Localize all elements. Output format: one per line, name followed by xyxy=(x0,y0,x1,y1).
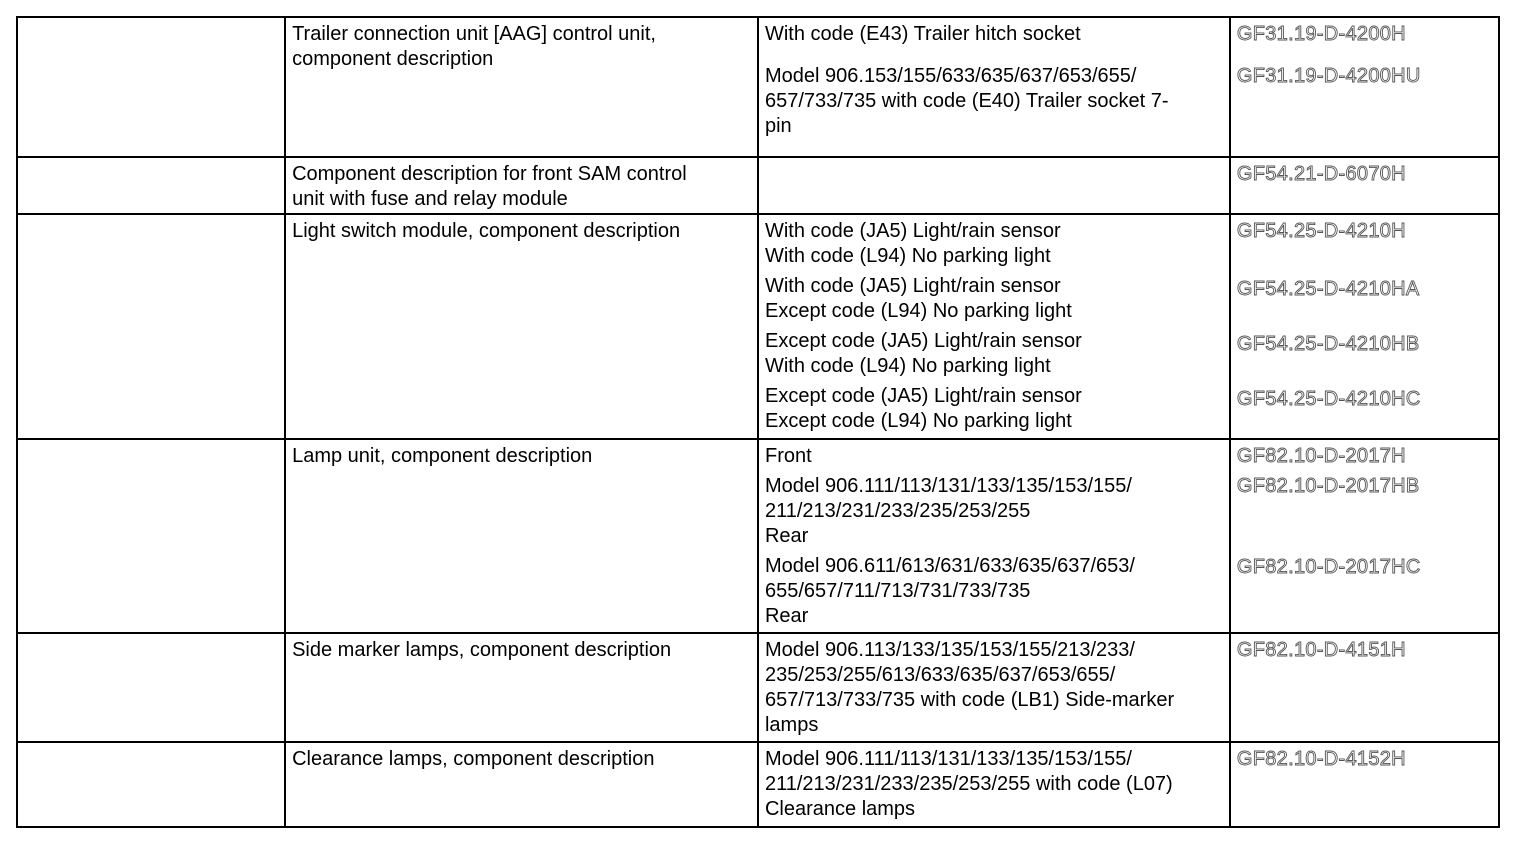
component-cell xyxy=(285,214,758,439)
condition-cell xyxy=(758,633,1230,742)
document-code: GF82.10-D-4151H xyxy=(1236,639,1406,661)
document-code: GF54.25-D-4210HB xyxy=(1236,333,1420,355)
blank-cell xyxy=(17,439,285,633)
condition-text: With code (JA5) Light/rain sensor Except code (L94) No parking light xyxy=(764,275,1072,322)
blank-cell xyxy=(17,633,285,742)
component-name: Clearance lamps, component description xyxy=(292,748,655,770)
condition-text: Except code (JA5) Light/rain sensor Except code (L94) No parking light xyxy=(764,385,1082,432)
document-code-cell xyxy=(1230,157,1499,214)
document-code-cell xyxy=(1230,17,1499,157)
condition-text: Model 906.611/613/631/633/635/637/653/ 655/657/711/713/731/733/735 Rear xyxy=(764,555,1135,627)
condition-cell xyxy=(758,439,1230,633)
document-code: GF54.25-D-4210HC xyxy=(1236,388,1421,410)
component-cell xyxy=(285,439,758,633)
document-code: GF82.10-D-2017HC xyxy=(1236,556,1421,578)
document-code: GF82.10-D-4152H xyxy=(1236,748,1406,770)
component-cell xyxy=(285,742,758,827)
document-code-cell xyxy=(1230,742,1499,827)
blank-cell xyxy=(17,214,285,439)
condition-text: Front xyxy=(764,445,812,467)
component-reference-table xyxy=(16,16,1500,828)
component-cell xyxy=(285,157,758,214)
condition-text: With code (E43) Trailer hitch socket xyxy=(764,23,1081,45)
component-cell xyxy=(285,17,758,157)
table-row xyxy=(17,633,1499,742)
condition-cell xyxy=(758,214,1230,439)
table-row xyxy=(17,214,1499,439)
component-cell xyxy=(285,633,758,742)
document-code: GF54.21-D-6070H xyxy=(1236,163,1406,185)
blank-cell xyxy=(17,157,285,214)
condition-text: Model 906.111/113/131/133/135/153/155/ 211/213/231/233/235/253/255 with code (L07) Clearance lamps xyxy=(764,748,1173,820)
component-name: Trailer connection unit [AAG] control unit, component description xyxy=(292,23,656,70)
document-code-cell xyxy=(1230,214,1499,439)
table-row xyxy=(17,439,1499,633)
blank-cell xyxy=(17,742,285,827)
condition-text: Except code (JA5) Light/rain sensor With code (L94) No parking light xyxy=(764,330,1082,377)
document-code: GF31.19-D-4200HU xyxy=(1236,65,1421,87)
condition-text: Model 906.153/155/633/635/637/653/655/ 657/733/735 with code (E40) Trailer socket 7- pin xyxy=(764,65,1169,137)
component-name: Light switch module, component description xyxy=(292,220,681,242)
document-code: GF82.10-D-2017HB xyxy=(1236,475,1420,497)
component-name: Component description for front SAM control unit with fuse and relay module xyxy=(292,163,687,210)
table-row xyxy=(17,157,1499,214)
document-code: GF54.25-D-4210H xyxy=(1236,220,1406,242)
blank-cell xyxy=(17,17,285,157)
condition-text: Model 906.113/133/135/153/155/213/233/ 235/253/255/613/633/635/637/653/655/ 657/713/733/735 with code (LB1) Side-marker lamps xyxy=(764,639,1175,736)
condition-cell xyxy=(758,157,1230,214)
document-code: GF31.19-D-4200H xyxy=(1236,23,1406,45)
document-code: GF82.10-D-2017H xyxy=(1236,445,1406,467)
document-code-cell xyxy=(1230,439,1499,633)
document-code: GF54.25-D-4210HA xyxy=(1236,278,1420,300)
component-name: Lamp unit, component description xyxy=(292,445,593,467)
document-code-cell xyxy=(1230,633,1499,742)
component-name: Side marker lamps, component description xyxy=(292,639,672,661)
table-row xyxy=(17,742,1499,827)
table-row xyxy=(17,17,1499,157)
condition-text: With code (JA5) Light/rain sensor With code (L94) No parking light xyxy=(764,220,1061,267)
condition-cell xyxy=(758,17,1230,157)
condition-text: Model 906.111/113/131/133/135/153/155/ 211/213/231/233/235/253/255 Rear xyxy=(764,475,1132,547)
condition-cell xyxy=(758,742,1230,827)
